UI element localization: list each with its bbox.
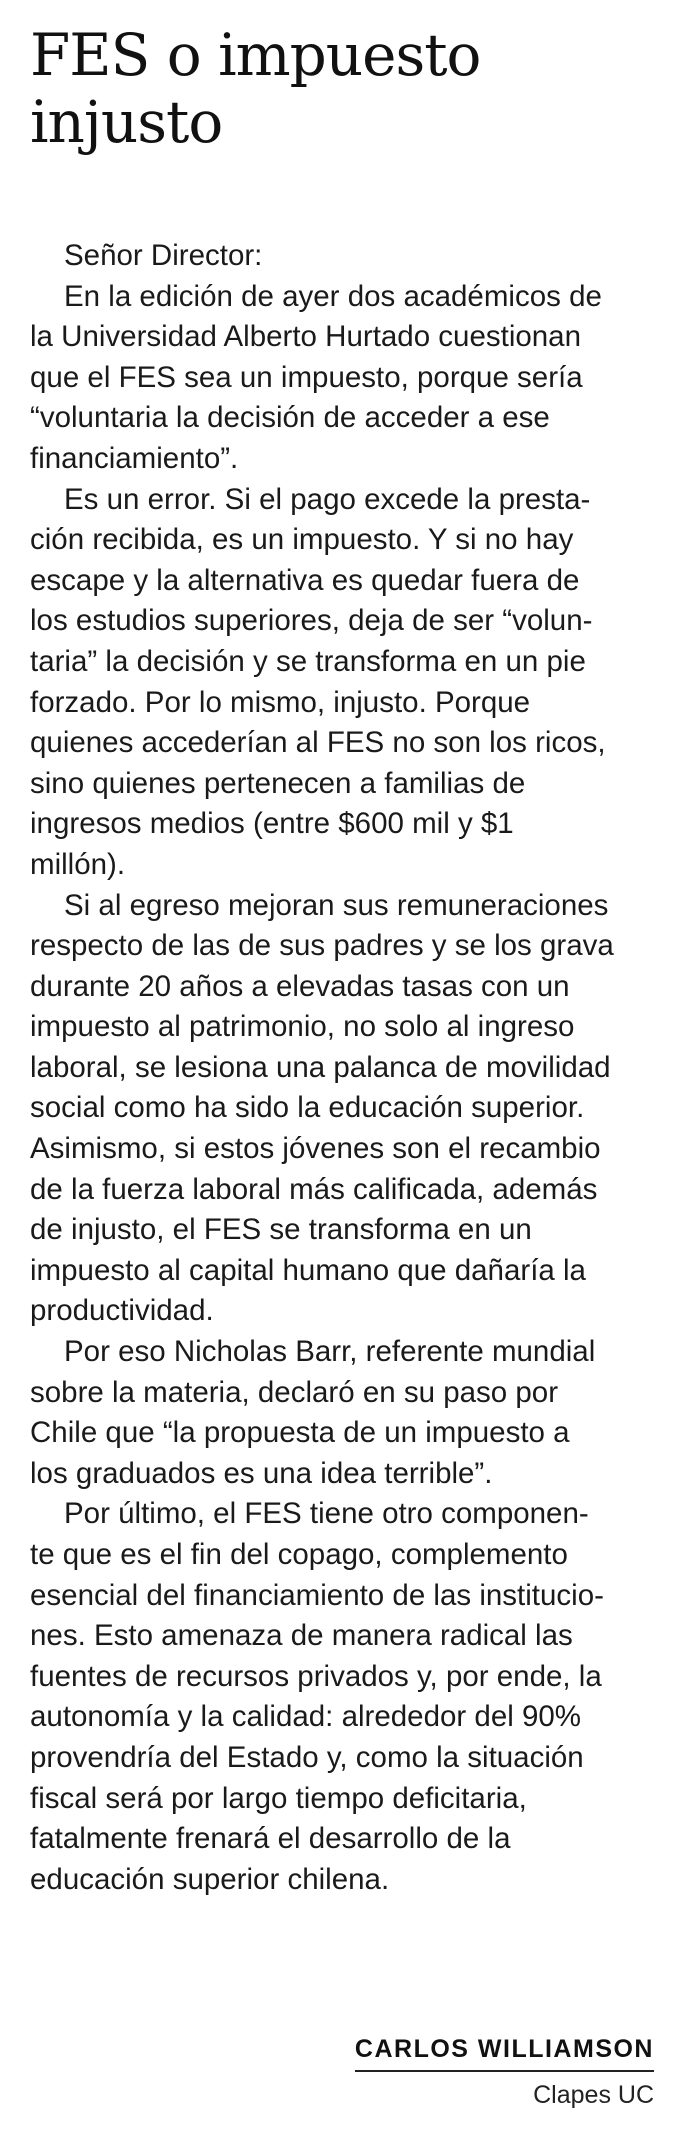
paragraph-5-line: esencial del financiamiento de las institucio- <box>30 1578 604 1612</box>
paragraph-2-line: forzado. Por lo mismo, injusto. Porque <box>30 685 531 719</box>
paragraph-3-line: laboral, se lesiona una palanca de movilidad <box>30 1050 611 1084</box>
paragraph-1-line: “voluntaria la decisión de acceder a ese <box>30 401 550 435</box>
paragraph-5-line: fiscal será por largo tiempo deficitaria, <box>30 1781 527 1815</box>
paragraph-5-line: te que es el fin del copago, complemento <box>30 1538 568 1571</box>
paragraph-5-line: nes. Esto amenaza de manera radical las <box>30 1619 573 1653</box>
paragraph-2-line: escape y la alternativa es quedar fuera de <box>30 563 580 597</box>
paragraph-3-line: impuesto al patrimonio, no solo al ingreso <box>30 1010 575 1044</box>
paragraph-1-line: En la edición de ayer dos académicos de <box>64 279 602 313</box>
paragraph-2-line: Es un error. Si el pago excede la presta- <box>64 482 591 516</box>
paragraph-2-line: los estudios superiores, deja de ser “volun- <box>30 604 593 638</box>
paragraph-3-line: durante 20 años a elevadas tasas con un <box>30 969 570 1003</box>
signature-divider <box>355 2070 654 2072</box>
paragraph-3-line: respecto de las de sus padres y se los grava <box>30 929 614 963</box>
paragraph-3-line: social como ha sido la educación superior. <box>30 1091 585 1125</box>
paragraph-1-line: que el FES sea un impuesto, porque sería <box>30 360 583 394</box>
paragraph-2-line: taria” la decisión y se transforma en un pie <box>30 644 586 678</box>
paragraph-5-line: fatalmente frenará el desarrollo de la <box>30 1822 511 1856</box>
paragraph-5-line: autonomía y la calidad: alrededor del 90% <box>30 1700 582 1734</box>
signature-block <box>355 2032 654 2112</box>
letter-body <box>30 236 654 1900</box>
headline-line-2: injusto <box>30 88 223 156</box>
paragraph-3-line: impuesto al capital humano que dañaría la <box>30 1253 586 1287</box>
paragraph-3-line: Asimismo, si estos jóvenes son el recambio <box>30 1132 601 1166</box>
paragraph-2-line: ingresos medios (entre $600 mil y $1 <box>30 807 514 841</box>
paragraph-3-line: de injusto, el FES se transforma en un <box>30 1213 532 1247</box>
paragraph-3-line: Si al egreso mejoran sus remuneraciones <box>64 888 609 922</box>
paragraph-2-line: quienes accederían al FES no son los ricos, <box>30 726 606 760</box>
paragraph-3-line: de la fuerza laboral más calificada, además <box>30 1172 598 1206</box>
paragraph-2-line: sino quienes pertenecen a familias de <box>30 766 526 800</box>
paragraph-4-line: Por eso Nicholas Barr, referente mundial <box>64 1335 596 1369</box>
paragraph-5-line: provendría del Estado y, como la situación <box>30 1740 584 1774</box>
author-affiliation: Clapes UC <box>533 2081 654 2109</box>
paragraph-5-line: Por último, el FES tiene otro componen- <box>64 1497 589 1531</box>
paragraph-4-line: los graduados es una idea terrible”. <box>30 1456 493 1490</box>
salutation: Señor Director: <box>64 239 263 272</box>
paragraph-5-line: educación superior chilena. <box>30 1862 390 1896</box>
headline <box>30 22 650 156</box>
author-name: CARLOS WILLIAMSON <box>354 2035 654 2063</box>
paragraph-1-line: la Universidad Alberto Hurtado cuestionan <box>30 320 581 354</box>
paragraph-2-line: ción recibida, es un impuesto. Y si no hay <box>30 523 574 557</box>
paragraph-1-line: financiamiento”. <box>30 441 239 475</box>
paragraph-2-line: millón). <box>30 847 126 881</box>
paragraph-4-line: sobre la materia, declaró en su paso por <box>30 1375 559 1409</box>
paragraph-4-line: Chile que “la propuesta de un impuesto a <box>30 1416 570 1450</box>
headline-line-1: FES o impuesto <box>30 21 481 89</box>
paragraph-3-line: productividad. <box>30 1294 214 1328</box>
paragraph-5-line: fuentes de recursos privados y, por ende, la <box>30 1659 602 1693</box>
